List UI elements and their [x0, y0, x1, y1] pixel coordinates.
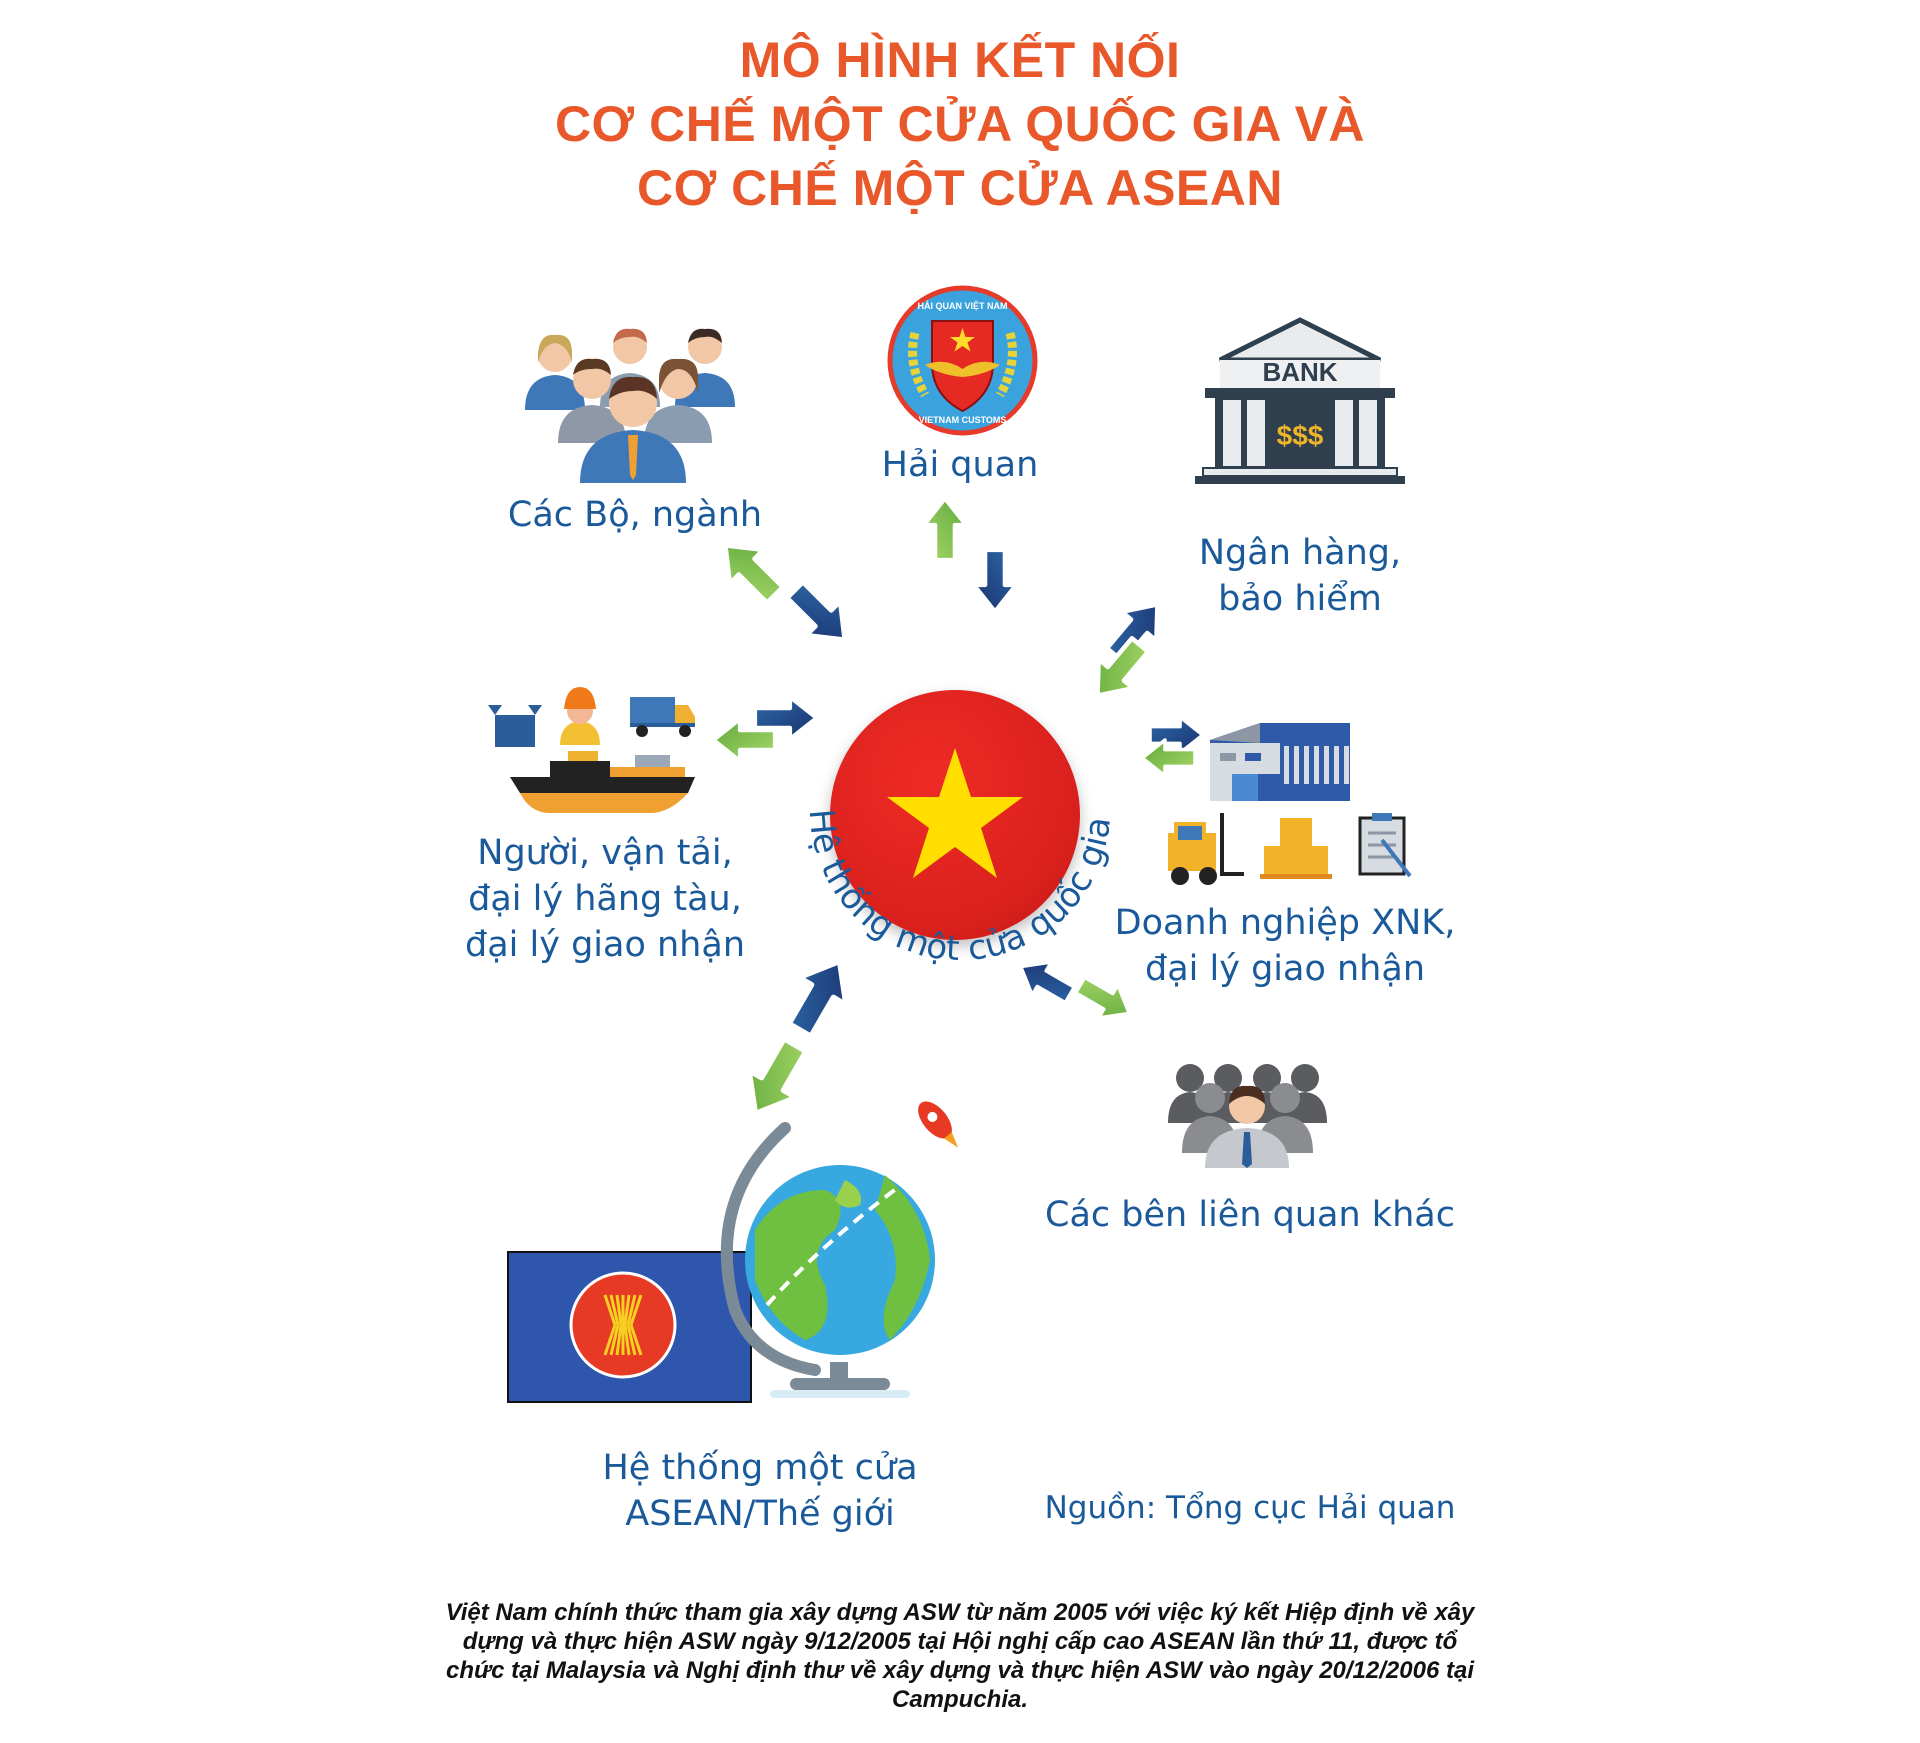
title-line-2: CƠ CHẾ MỘT CỬA QUỐC GIA VÀ [554, 96, 1366, 152]
title-line-1: MÔ HÌNH KẾT NỐI [739, 32, 1181, 88]
source-credit: Nguồn: Tổng cục Hải quan [1044, 1490, 1456, 1526]
node-label-transport: Người, vận tải, đại lý hãng tàu, đại lý giao nhận [465, 833, 745, 965]
svg-text:Hệ thống một cửa quốc gia: Hệ thống một cửa quốc gia [800, 807, 1120, 970]
svg-text:$$$: $$$ [1276, 420, 1324, 451]
svg-text:BANK: BANK [1262, 357, 1338, 387]
svg-text:VIETNAM CUSTOMS: VIETNAM CUSTOMS [918, 415, 1007, 425]
title-line-3: CƠ CHẾ MỘT CỬA ASEAN [637, 160, 1283, 216]
node-label-ministries: Các Bộ, ngành [507, 495, 763, 535]
node-label-customs: Hải quan [881, 445, 1039, 485]
node-label-asean: Hệ thống một cửa ASEAN/Thế giới [602, 1448, 918, 1534]
svg-text:HẢI QUAN VIỆT NAM: HẢI QUAN VIỆT NAM [917, 301, 1008, 311]
node-label-enterprise: Doanh nghiệp XNK, đại lý giao nhận [1114, 903, 1456, 989]
node-label-others: Các bên liên quan khác [1045, 1195, 1455, 1235]
footnote-text: Việt Nam chính thức tham gia xây dựng ASW từ năm 2005 với việc ký kết Hiệp định về xây dựng và thực hiện ASW ngày 9/12/2005 tại Hội nghị cấp cao ASEAN lần thứ 11, được tổ chức tại Malaysia và Nghị định thư về xây dựng và thực hiện ASW vào ngày 20/12/2006 tại Campuchia. [445, 1599, 1475, 1713]
node-label-bank: Ngân hàng, bảo hiểm [1198, 533, 1402, 619]
